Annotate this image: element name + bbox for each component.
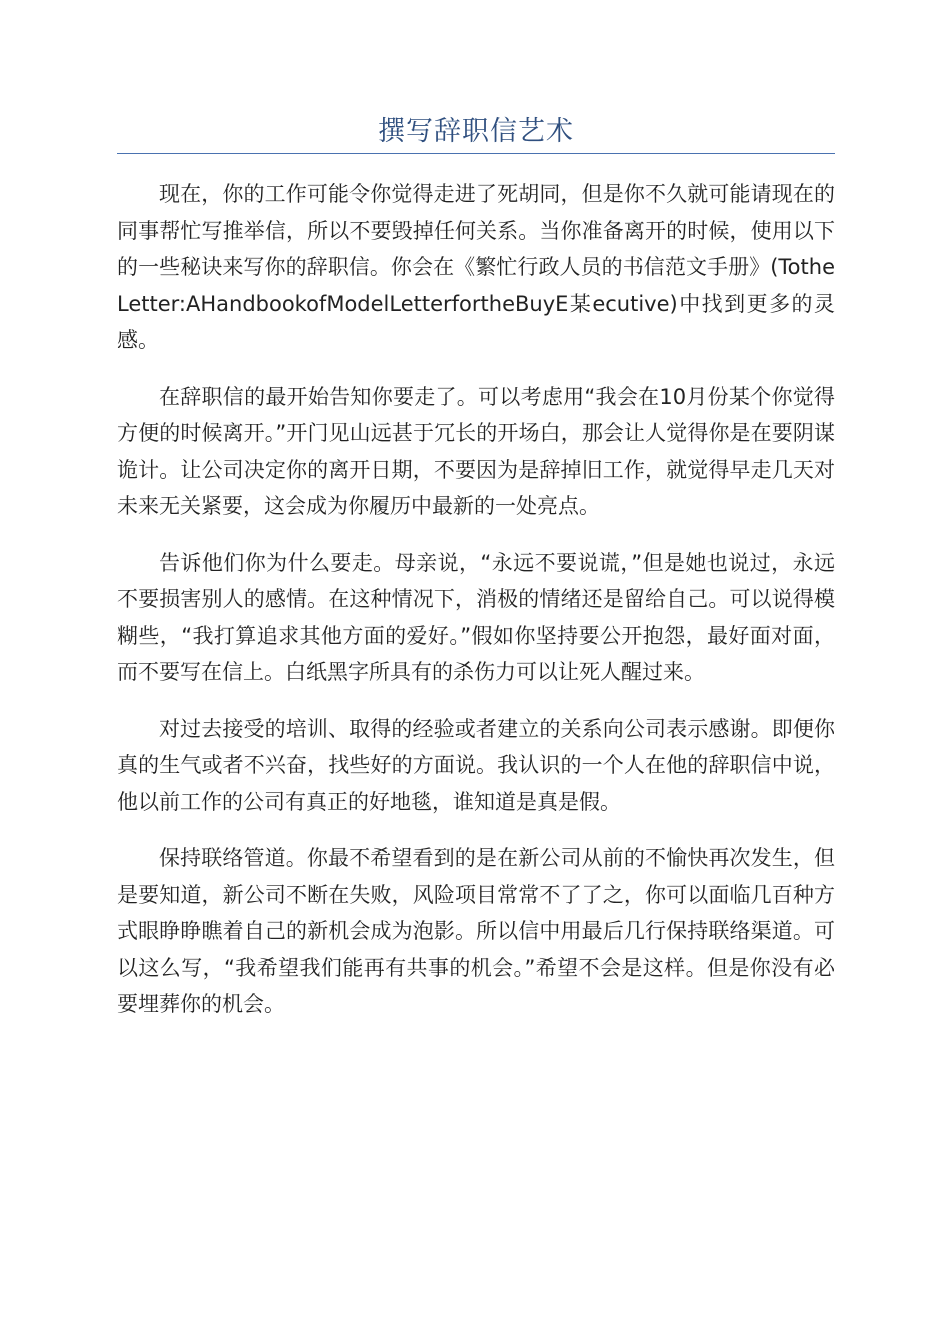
paragraph-2: 在辞职信的最开始告知你要走了。可以考虑用“我会在10月份某个你觉得方便的时候离开。”开门见山远甚于冗长的开场白，那会让人觉得你是在要阴谋诡计。让公司决定你的离开日期，不要因为是辞掉旧工作，就觉得早走几天对未来无关紧要，这会成为你履历中最新的一处亮点。	[117, 384, 835, 518]
title-underline	[117, 153, 835, 154]
paragraph-3: 告诉他们你为什么要走。母亲说，“永远不要说谎，”但是她也说过，永远不要损害别人的感情。在这种情况下，消极的情绪还是留给自己。可以说得模糊些，“我打算追求其他方面的爱好。”假如你坚持要公开抱怨，最好面对面，而不要写在信上。白纸黑字所具有的杀伤力可以让死人醒过来。	[117, 550, 835, 684]
document-title: 撰写辞职信艺术	[378, 116, 574, 147]
paragraph-4: 对过去接受的培训、取得的经验或者建立的关系向公司表示感谢。即便你真的生气或者不兴奋，找些好的方面说。我认识的一个人在他的辞职信中说，他以前工作的公司有真正的好地毯，谁知道是真是假。	[117, 716, 835, 814]
paragraph-5: 保持联络管道。你最不希望看到的是在新公司从前的不愉快再次发生，但是要知道，新公司不断在失败，风险项目常常不了了之，你可以面临几百种方式眼睁睁瞧着自己的新机会成为泡影。所以信中用最后几行保持联络渠道。可以这么写，“我希望我们能再有共事的机会。”希望不会是这样。但是你没有必要埋葬你的机会。	[117, 846, 835, 1016]
document-body	[117, 176, 835, 1043]
paragraph-1: 现在，你的工作可能令你觉得走进了死胡同，但是你不久就可能请现在的同事帮忙写推举信，所以不要毁掉任何关系。当你准备离开的时候，使用以下的一些秘诀来写你的辞职信。你会在《繁忙行政人员的书信范文手册》(TotheLetter:AHandbookofModelLetterfortheBuyE某ecutive)中找到更多的灵感。	[117, 182, 835, 352]
